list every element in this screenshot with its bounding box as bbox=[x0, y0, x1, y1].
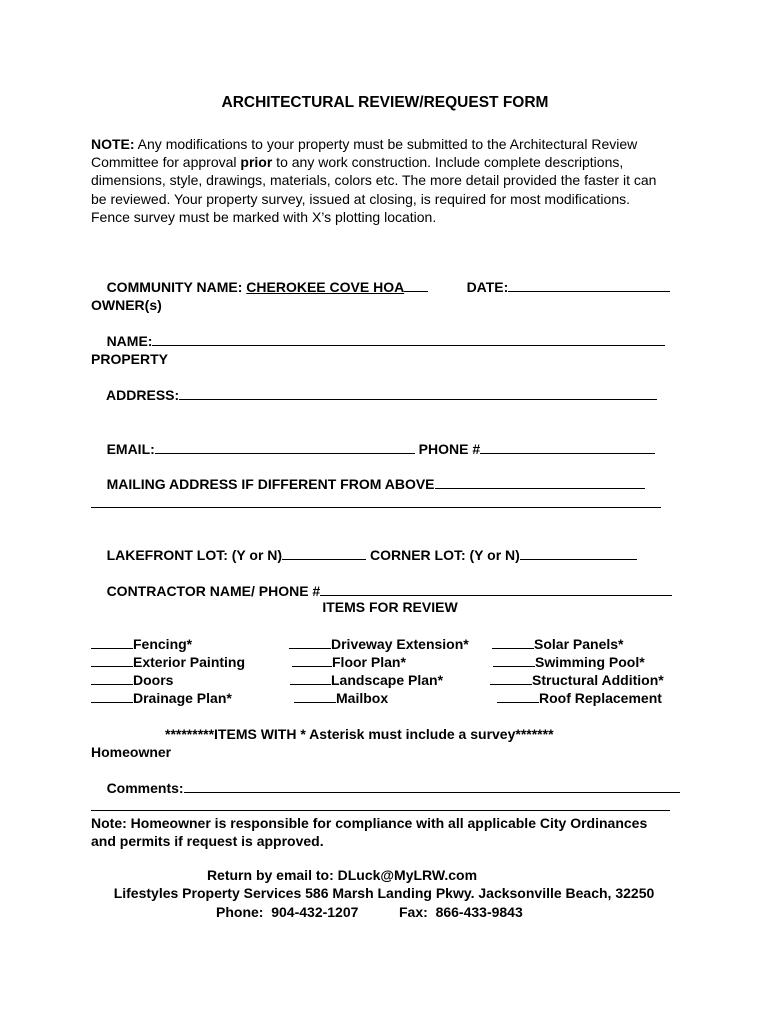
lakefront-label: LAKEFRONT LOT: (Y or N) bbox=[106, 547, 283, 563]
item-label: Swimming Pool* bbox=[535, 654, 645, 670]
comments-row bbox=[91, 761, 680, 815]
item-checkbox-line[interactable] bbox=[490, 671, 532, 685]
date-field[interactable] bbox=[508, 278, 670, 292]
item-checkbox-line[interactable] bbox=[91, 689, 133, 703]
comments-field[interactable] bbox=[184, 779, 680, 793]
note-text-2: to any work construction. Include complete descriptions, dimensions, style, drawings, materials, colors etc. The more detail provided the faster it can be reviewed. Your property survey, issued at closing, is required for most modifications. Fence survey must be marked with X’s plotting location. bbox=[91, 154, 657, 225]
email-field[interactable] bbox=[155, 440, 415, 454]
note-emphasis: prior bbox=[240, 154, 273, 171]
item-label: Floor Plan* bbox=[332, 654, 406, 670]
lakefront-field[interactable] bbox=[282, 546, 366, 560]
property-row bbox=[91, 368, 657, 422]
property-address-field[interactable] bbox=[179, 386, 657, 400]
comments-line-2[interactable] bbox=[91, 810, 670, 811]
corner-label: CORNER LOT: (Y or N) bbox=[366, 547, 520, 563]
intro-note bbox=[91, 135, 671, 226]
property-label-line2: ADDRESS: bbox=[106, 387, 180, 403]
item-swimming-pool bbox=[493, 653, 645, 671]
email-label: EMAIL: bbox=[106, 441, 155, 457]
owner-label-line2: NAME: bbox=[106, 333, 153, 349]
survey-note: *********ITEMS WITH * Asterisk must include a survey******* bbox=[165, 726, 554, 742]
item-doors bbox=[91, 671, 173, 689]
item-driveway-extension bbox=[289, 635, 469, 653]
note-text-1: Any modifications to your property must be submitted to the Architectural Review Committee for approval bbox=[91, 136, 638, 171]
item-solar-panels bbox=[492, 635, 624, 653]
item-checkbox-line[interactable] bbox=[290, 671, 331, 685]
date-label: DATE: bbox=[466, 279, 509, 295]
note-label: NOTE: bbox=[91, 136, 135, 152]
item-floor-plan bbox=[292, 653, 406, 671]
mailing-row bbox=[91, 457, 645, 511]
company-address: Lifestyles Property Services 586 Marsh Landing Pkwy. Jacksonville Beach, 32250 bbox=[113, 885, 655, 901]
item-drainage-plan bbox=[91, 689, 232, 707]
date-row bbox=[451, 260, 670, 314]
community-label: COMMUNITY NAME: bbox=[106, 279, 247, 295]
item-checkbox-line[interactable] bbox=[91, 671, 133, 685]
community-trailing-line bbox=[404, 278, 428, 292]
item-label: Doors bbox=[133, 672, 174, 688]
corner-field[interactable] bbox=[520, 546, 637, 560]
item-label: Landscape Plan* bbox=[331, 672, 444, 688]
company-fax: Fax: 866-433-9843 bbox=[399, 904, 523, 920]
item-roof-replacement bbox=[497, 689, 662, 707]
owner-row bbox=[91, 314, 665, 368]
return-email: Return by email to: DLuck@MyLRW.com bbox=[206, 867, 478, 883]
item-label: Drainage Plan* bbox=[133, 690, 232, 706]
item-structural-addition bbox=[490, 671, 664, 689]
compliance-note: Note: Homeowner is responsible for compliance with all applicable City Ordinances and permits if request is approved. bbox=[91, 815, 648, 849]
item-checkbox-line[interactable] bbox=[289, 635, 331, 649]
comments-label-line1: Homeowner bbox=[91, 744, 172, 760]
item-mailbox bbox=[294, 689, 388, 707]
property-label-line1: PROPERTY bbox=[91, 351, 169, 367]
item-checkbox-line[interactable] bbox=[292, 653, 332, 667]
item-checkbox-line[interactable] bbox=[493, 653, 535, 667]
item-exterior-painting bbox=[91, 653, 245, 671]
phone-label: PHONE # bbox=[414, 441, 481, 457]
mailing-address-line-2[interactable] bbox=[91, 507, 661, 508]
comments-label-line2: Comments: bbox=[106, 780, 184, 796]
item-label: Structural Addition* bbox=[532, 672, 664, 688]
item-label: Solar Panels* bbox=[534, 636, 624, 652]
company-phone: Phone: 904-432-1207 bbox=[216, 904, 359, 920]
item-checkbox-line[interactable] bbox=[497, 689, 539, 703]
item-label: Mailbox bbox=[336, 690, 389, 706]
mailing-label: MAILING ADDRESS IF DIFFERENT FROM ABOVE bbox=[106, 476, 435, 492]
items-heading: ITEMS FOR REVIEW bbox=[322, 599, 458, 615]
contractor-label: CONTRACTOR NAME/ PHONE # bbox=[106, 583, 321, 599]
item-label: Exterior Painting bbox=[133, 654, 246, 670]
community-value: CHEROKEE COVE HOA bbox=[246, 279, 405, 295]
item-checkbox-line[interactable] bbox=[492, 635, 534, 649]
phone-field[interactable] bbox=[480, 440, 655, 454]
item-checkbox-line[interactable] bbox=[91, 635, 133, 649]
owner-name-field[interactable] bbox=[152, 332, 665, 346]
owner-label-line1: OWNER(s) bbox=[91, 297, 162, 313]
mailing-address-field[interactable] bbox=[435, 475, 645, 489]
item-checkbox-line[interactable] bbox=[294, 689, 336, 703]
item-label: Roof Replacement bbox=[539, 690, 662, 706]
item-checkbox-line[interactable] bbox=[91, 653, 133, 667]
item-landscape-plan bbox=[290, 671, 443, 689]
item-label: Driveway Extension* bbox=[331, 636, 469, 652]
form-title: ARCHITECTURAL REVIEW/REQUEST FORM bbox=[221, 94, 549, 111]
item-label: Fencing* bbox=[133, 636, 193, 652]
contractor-field[interactable] bbox=[320, 582, 672, 596]
item-fencing bbox=[91, 635, 192, 653]
